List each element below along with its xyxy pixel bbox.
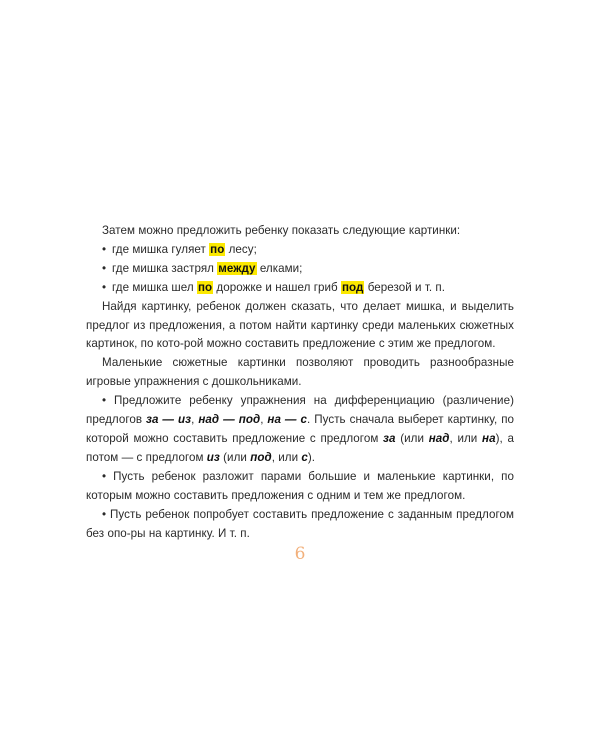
bullet-mark: •: [102, 242, 107, 256]
paragraph-text: ).: [307, 450, 316, 464]
paragraph-text: Предложите ребенку упражнения на дифференциацию (различение) предлогов: [86, 394, 514, 427]
preposition-pair: за — из: [146, 413, 192, 427]
bullet-item: [86, 279, 514, 298]
paragraph-text: • Пусть ребенок попробует составить предложение с заданным предлогом без опо-ры на картинку. И т. п.: [86, 507, 514, 540]
preposition-pair: над — под: [198, 413, 261, 427]
bullet-text: лесу;: [225, 242, 257, 256]
preposition-pair: на — с: [267, 413, 308, 427]
paragraph-text: ,: [260, 413, 268, 427]
pairs-paragraph: [86, 468, 514, 506]
paragraph-text: (или: [219, 450, 251, 464]
bullet-text: где мишка шел: [112, 280, 197, 294]
instruction-paragraph: [86, 298, 514, 355]
preposition: за: [383, 431, 396, 445]
paragraph-text: Маленькие сюжетные картинки позволяют проводить разнообразные игровые упражнения с дошкольниками.: [86, 356, 514, 389]
no-picture-paragraph: [86, 506, 514, 544]
preposition: над: [428, 431, 450, 445]
intro-text: Затем можно предложить ребенку показать следующие картинки:: [102, 224, 461, 237]
paragraph-text: (или: [395, 431, 429, 445]
paragraph-text: . Пусть сначала выберет картинку, по которой можно составить предложение с предлогом: [86, 413, 515, 445]
highlighted-preposition: между: [218, 261, 256, 275]
preposition: с: [301, 450, 308, 464]
bullet-text: где мишка гуляет: [112, 242, 210, 256]
highlighted-preposition: по: [197, 280, 213, 294]
bullet-text: березой и т. п.: [364, 280, 446, 294]
paragraph-text: , или: [271, 450, 302, 464]
bullet-text: елками;: [256, 261, 303, 275]
paragraph-text: ,: [191, 413, 199, 427]
bullet-mark: •: [102, 280, 107, 294]
bullet-item: [86, 260, 514, 279]
preposition: на: [482, 431, 496, 445]
paragraph-text: • Пусть ребенок разложит парами большие и маленькие картинки, по которым можно составить предложения с одним и тем же предлогом.: [86, 469, 514, 502]
bullet-mark: •: [102, 394, 107, 408]
preposition: из: [206, 450, 220, 464]
highlighted-preposition: по: [210, 242, 225, 256]
bullet-mark: •: [102, 261, 107, 275]
games-paragraph: [86, 354, 514, 392]
page-number: 6: [294, 544, 306, 564]
body-text: [86, 222, 514, 543]
intro-paragraph: [86, 222, 514, 241]
bullet-item: [86, 241, 514, 260]
highlighted-preposition: под: [341, 280, 364, 294]
bullet-text: где мишка застрял: [112, 261, 218, 275]
exercise-paragraph: [86, 392, 514, 468]
paragraph-text: ), а потом — с предлогом: [86, 431, 514, 464]
paragraph-text: , или: [449, 431, 483, 445]
bullet-text: дорожке и нашел гриб: [213, 280, 341, 294]
paragraph-text: Найдя картинку, ребенок должен сказать, что делает мишка, и выделить предлог из предложения, а потом найти картинку среди маленьких сюжетных картинок, по кото-рой можно составить предложение с этим же предлогом.: [86, 299, 514, 351]
preposition: под: [250, 450, 272, 464]
